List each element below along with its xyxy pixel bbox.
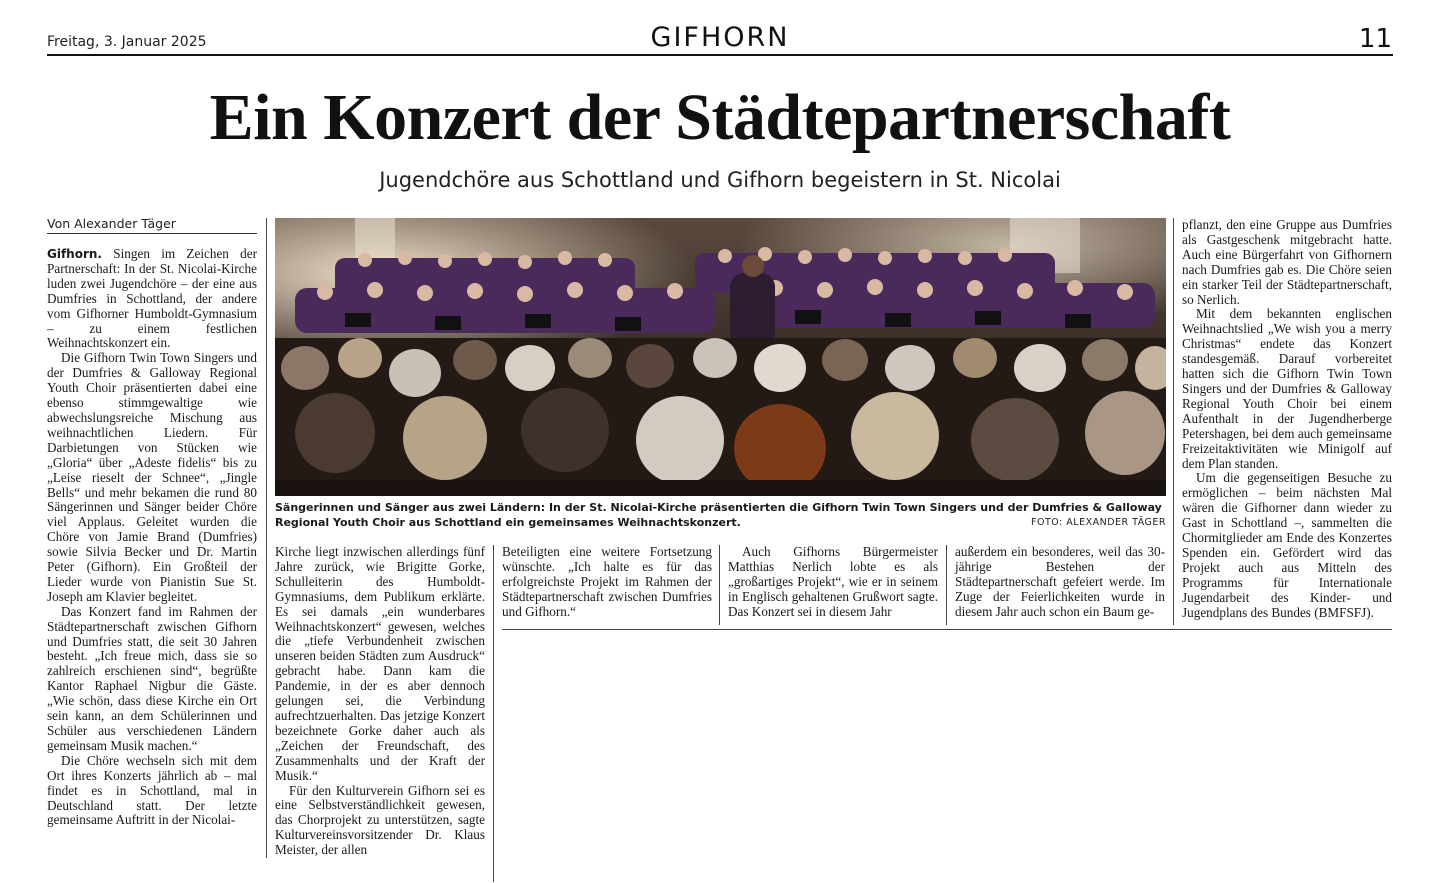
page-number: 11 <box>1358 24 1392 54</box>
photo-caption: Sängerinnen und Sänger aus zwei Ländern: In der St. Nicolai-Kirche präsentierten die Gifhorn Twin Town Singers und der Dumfries & Galloway Regional Youth Choir aus Schottland ein gemeinsames Weihnachtskonzert. <box>275 501 1162 529</box>
column-divider <box>493 545 494 882</box>
byline-rule <box>47 233 257 234</box>
byline: Von Alexander Täger <box>47 216 176 231</box>
concert-photo-image <box>275 218 1166 496</box>
paragraph: außerdem ein besonderes, weil das 30-jährige Bestehen der Städtepartnerschaft gefeiert werde. Im Zuge der Feierlichkeiten wurde in diesem Jahr auch schon ein Baum ge- <box>955 544 1165 619</box>
article-column-1 <box>47 247 257 828</box>
article-column-5 <box>955 545 1165 620</box>
dateline: Gifhorn. <box>47 247 102 261</box>
column-divider <box>1173 218 1174 625</box>
headline: Ein Konzert der Städtepartnerschaft <box>209 81 1231 154</box>
column-divider <box>946 545 947 625</box>
paragraph-text: Singen im Zeichen der Partnerschaft: In der St. Nicolai-Kirche luden zwei Jugendchöre – der eine aus Dumfries in Schottland, der andere vom Gifhorner Humboldt-Gymnasium – zu einem festlichen Weihnachtskonzert ein. <box>47 246 258 351</box>
article-column-2 <box>275 545 485 858</box>
paragraph: pflanzt, den eine Gruppe aus Dumfries als Gastgeschenk mitgebracht hatte. Auch eine Bürgerfahrt von Gifhornern nach Dumfries gab es. Die Chöre seien ein starker Teil der Städtepartnerschaft, so Nerlich. <box>1182 217 1392 307</box>
paragraph: Die Gifhorn Twin Town Singers und der Dumfries & Galloway Regional Youth Choir präsentierten dabei eine ebenso stimmgewaltige wie abwechslungsreiche Mischung aus weihnachtlichen Liedern. Für Darbietungen von Stücken wie „Gloria“ über „Adeste fidelis“ bis zu „Leise rieselt der Schnee“, „Jingle Bells“ und mehr bekamen die rund 80 Sängerinnen und Sänger beider Chöre viel Applaus. Geleitet wurden die Chöre von Jamie Brand (Dumfries) sowie Silvia Becker und Dr. Martin Peter (Gifhorn). Ein Großteil der Lieder wurde von Pianistin Sue St. Joseph am Klavier begleitet. <box>47 350 257 604</box>
paragraph: Die Chöre wechseln sich mit dem Ort ihres Konzerts jährlich ab – mal findet es in Schottland, mal in Deutschland statt. Der letzte gemeinsame Auftritt in der Nicolai- <box>47 752 257 828</box>
paragraph: Mit dem bekannten englischen Weihnachtslied „We wish you a merry Christmas“ endete das Konzert standesgemäß. Darauf vorbereitet hatten sich die Gifhorn Twin Town Singers und der Dumfries & Galloway Regional Youth Choir bei einem Aufenthalt in der Jugendherberge Petershagen, bei dem auch gemeinsame Freizeitaktivitäten wie Minigolf auf dem Plan standen. <box>1182 306 1392 471</box>
bottom-rule <box>502 629 1392 630</box>
paragraph: Das Konzert fand im Rahmen der Städtepartnerschaft zwischen Gifhorn und Dumfries statt, die seit 30 Jahren besteht. „Ich freue mich, dass sie so zahlreich erschienen sind“, begrüßte Kantor Raphael Nigbur die Gäste. „Wie schön, dass diese Kirche ein Ort sein kann, an dem Schülerinnen und Schüler aus verschiedenen Ländern gemeinsam Musik machen.“ <box>47 603 257 753</box>
issue-date: Freitag, 3. Januar 2025 <box>47 34 207 50</box>
photo-credit: FOTO: ALEXANDER TÄGER <box>1031 517 1166 528</box>
article-column-3 <box>502 545 712 620</box>
paragraph: Kirche liegt inzwischen allerdings fünf Jahre zurück, wie Brigitte Gorke, Schulleiterin des Humboldt-Gymnasiums, dem Publikum erklärte. Es sei damals „ein wunderbares Weihnachtskonzert“ gewesen, welches die „tiefe Verbundenheit zwischen unseren beiden Städten zum Ausdruck“ gebracht habe. Dann kam die Pandemie, in der es aber dennoch gelungen sei, die Verbindung aufrechtzuerhalten. Das jetzige Konzert bezeichnete Gorke daher auch als „Zeichen der Freundschaft, des Zusammenhalts und der Kraft der Musik.“ <box>275 544 485 783</box>
column-divider <box>266 218 267 858</box>
article-column-6 <box>1182 218 1392 620</box>
article-column-4 <box>728 545 938 620</box>
paragraph <box>47 247 257 351</box>
section-title: GIFHORN <box>650 22 790 53</box>
column-divider <box>719 545 720 625</box>
paragraph: Beteiligten eine weitere Fortsetzung wünschte. „Ich halte es für das erfolgreichste Projekt im Rahmen der Städtepartnerschaft zwischen Dumfries und Gifhorn.“ <box>502 544 712 619</box>
paragraph: Für den Kulturverein Gifhorn sei es eine Selbstverständlichkeit gewesen, das Chorprojekt zu unterstützen, sagte Kulturvereinsvorsitzender Dr. Klaus Meister, der allen <box>275 782 485 858</box>
header-rule <box>47 54 1393 56</box>
paragraph: Auch Gifhorns Bürgermeister Matthias Nerlich lobte es als „großartiges Projekt“, wie er in seinem in Englisch gehaltenen Grußwort sagte. Das Konzert sei in diesem Jahr <box>728 544 938 619</box>
paragraph: Um die gegenseitigen Besuche zu ermöglichen – beim nächsten Mal wären die Gifhorner dann wieder zu Gast in Schottland –, sammelten die Chormitglieder am Ende des Konzertes Spenden ein. Gefördert wird das Projekt auch aus Mitteln des Programms für Internationale Jugendarbeit des Kinder- und Jugendplans des Bundes (BMFSFJ). <box>1182 470 1392 620</box>
subheadline: Jugendchöre aus Schottland und Gifhorn begeistern in St. Nicolai <box>379 168 1061 192</box>
concert-photo <box>275 218 1166 496</box>
